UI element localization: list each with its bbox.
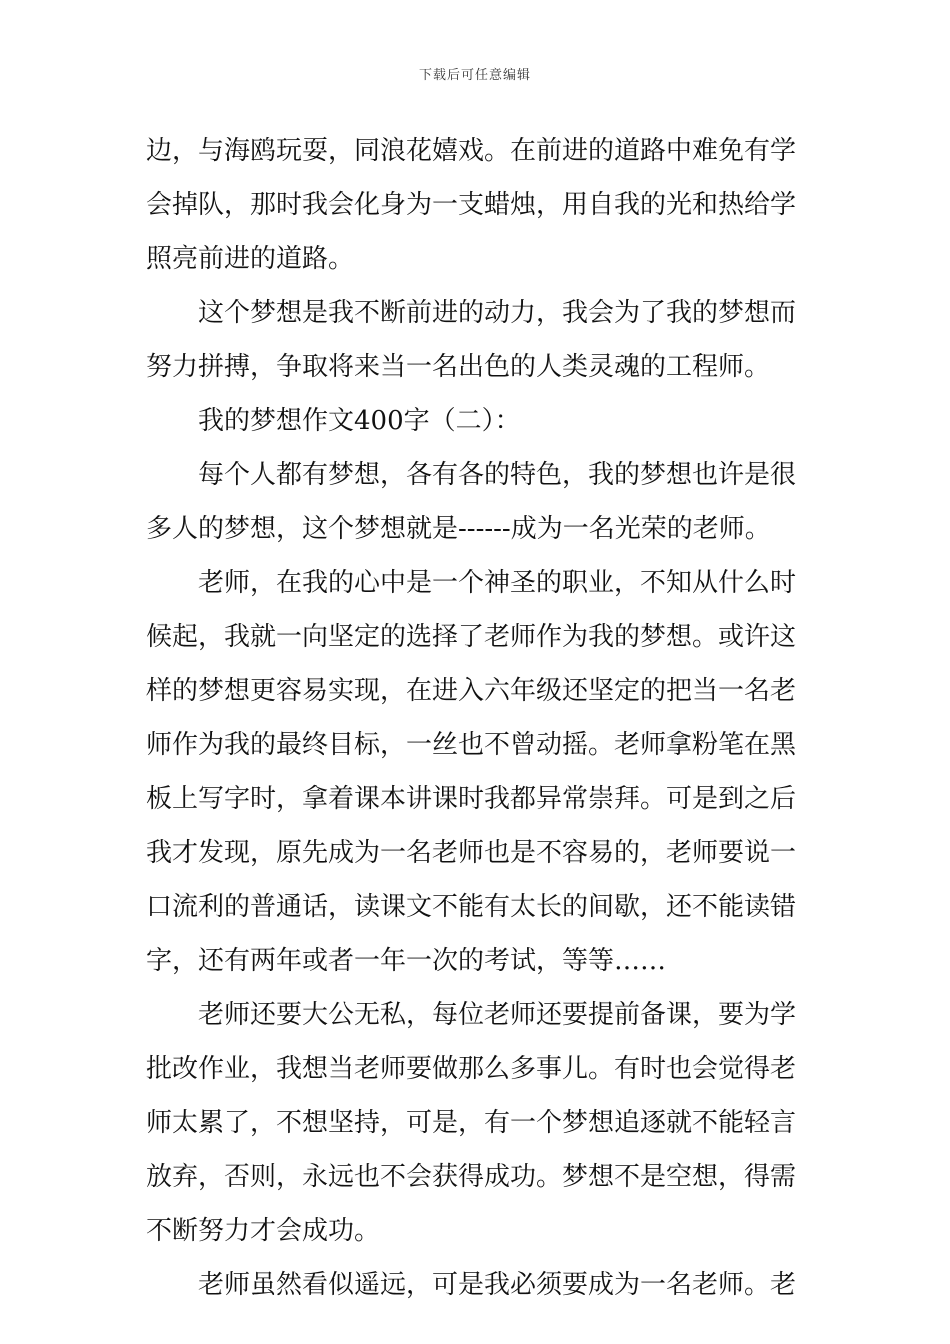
text-line: 师作为我的最终目标，一丝也不曾动摇。老师拿粉笔在黑: [146, 730, 797, 760]
text-line: 多人的梦想，这个梦想就是------成为一名光荣的老师。: [146, 514, 771, 544]
text-line: 每个人都有梦想，各有各的特色，我的梦想也许是很: [146, 460, 797, 490]
page-header-note: 下载后可任意编辑: [418, 68, 531, 83]
text-line: 老师还要大公无私，每位老师还要提前备课，要为学: [146, 1000, 797, 1030]
text-line: 师太累了，不想坚持，可是，有一个梦想追逐就不能轻言: [146, 1108, 797, 1138]
text-line: 批改作业，我想当老师要做那么多事儿。有时也会觉得老: [146, 1054, 797, 1084]
text-line: 样的梦想更容易实现，在进入六年级还坚定的把当一名老: [146, 676, 797, 706]
text-line: 不断努力才会成功。: [146, 1216, 381, 1246]
text-line: 边，与海鸥玩耍，同浪花嬉戏。在前进的道路中难免有学: [146, 136, 797, 166]
text-line: 口流利的普通话，读课文不能有太长的间歇，还不能读错: [146, 892, 797, 922]
text-line: 会掉队，那时我会化身为一支蜡烛，用自我的光和热给学: [146, 190, 797, 220]
text-line: 老师，在我的心中是一个神圣的职业，不知从什么时: [146, 568, 797, 598]
text-line: 放弃，否则，永远也不会获得成功。梦想不是空想，得需: [146, 1162, 797, 1192]
text-line: 候起，我就一向坚定的选择了老师作为我的梦想。或许这: [146, 622, 797, 652]
text-line: 努力拼搏，争取将来当一名出色的人类灵魂的工程师。: [146, 352, 771, 382]
document-body: [146, 126, 810, 1310]
text-line: 板上写字时，拿着课本讲课时我都异常崇拜。可是到之后: [146, 784, 797, 814]
text-line: 字，还有两年或者一年一次的考试，等等……: [146, 946, 667, 976]
text-line: 老师虽然看似遥远，可是我必须要成为一名老师。老: [146, 1270, 797, 1300]
text-line: 照亮前进的道路。: [146, 244, 355, 274]
text-line: 我才发现，原先成为一名老师也是不容易的，老师要说一: [146, 838, 797, 868]
text-line: 这个梦想是我不断前进的动力，我会为了我的梦想而: [146, 298, 797, 328]
section-heading: 我的梦想作文400字（二）：: [146, 406, 521, 436]
